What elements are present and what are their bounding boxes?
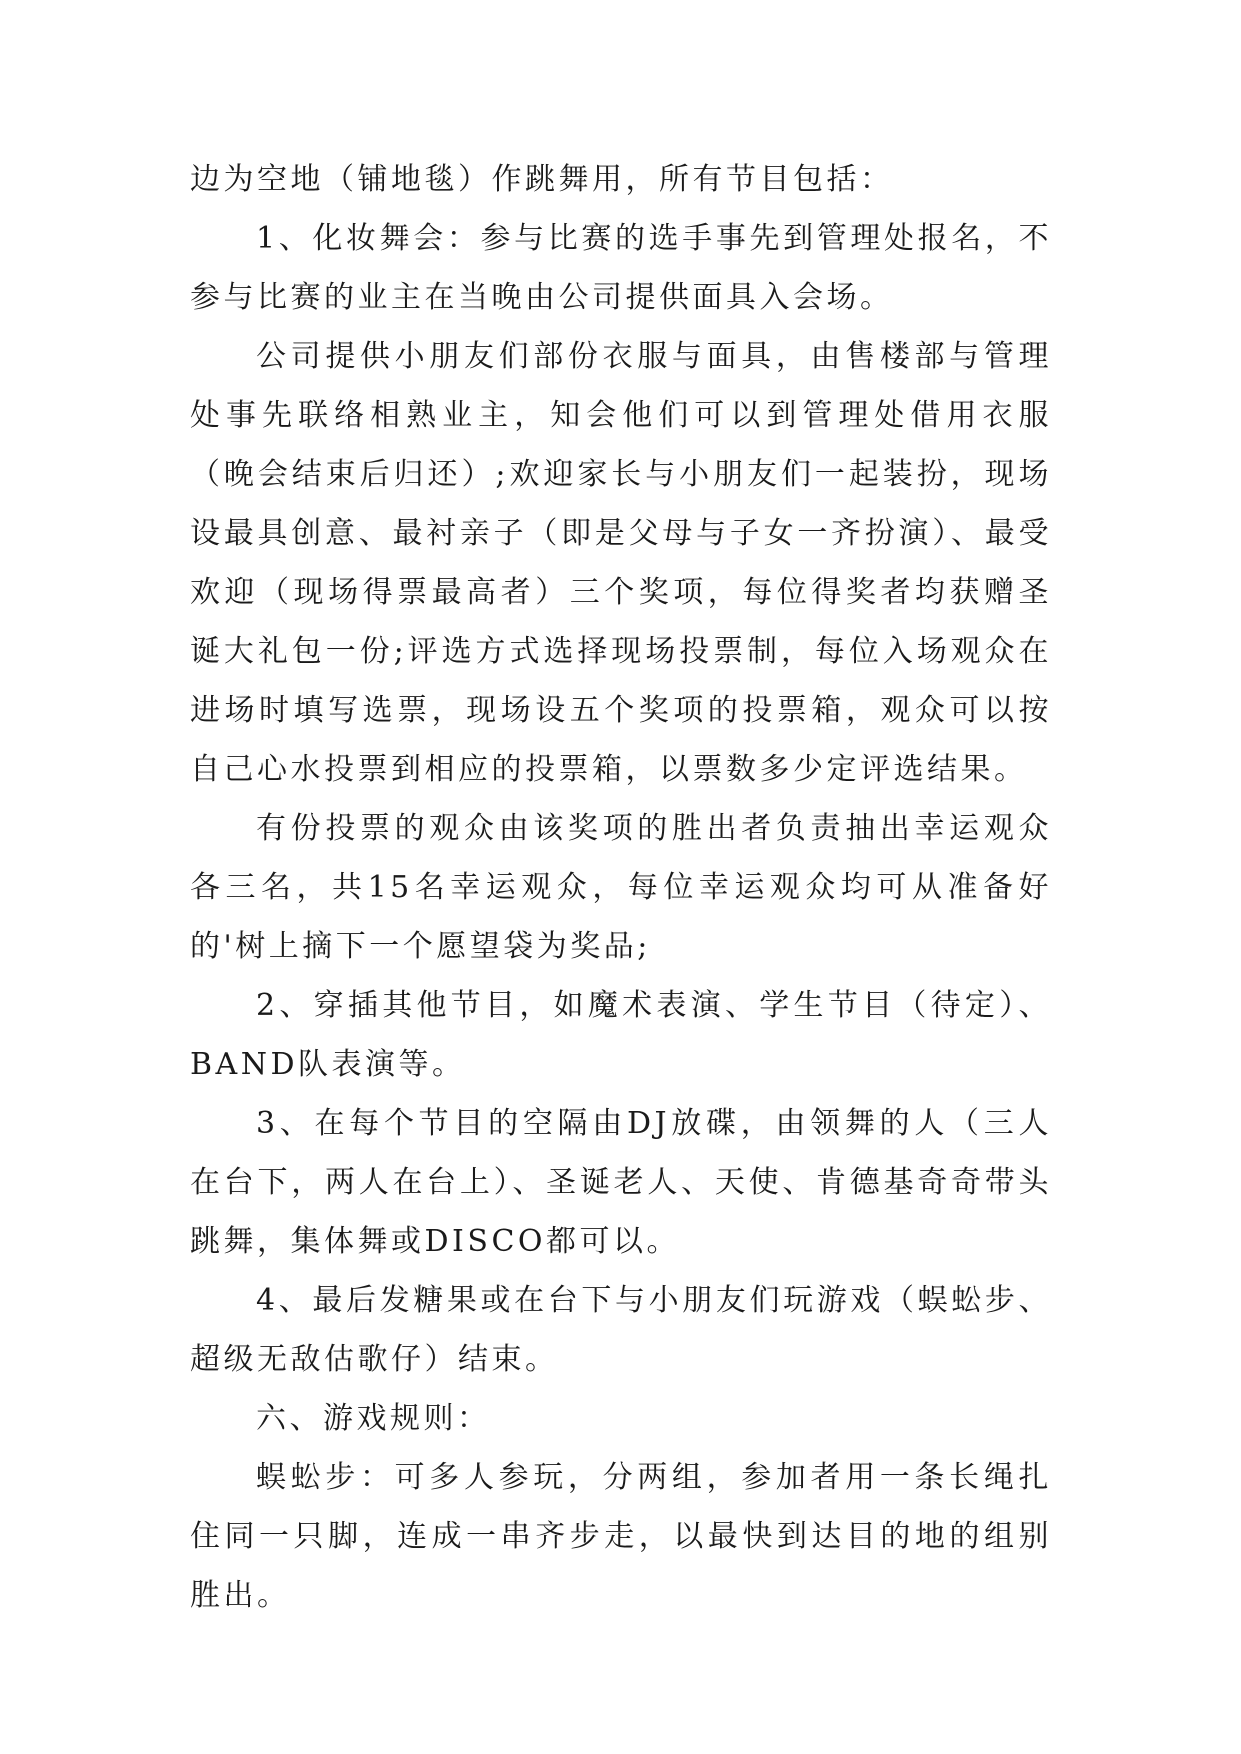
paragraph-intro: 边为空地（铺地毯）作跳舞用，所有节目包括： bbox=[190, 162, 894, 197]
section-heading-game-rules: 六、游戏规则： bbox=[256, 1401, 491, 1436]
paragraph-dj-dance: 3、在每个节目的空隔由DJ放碟，由领舞的人（三人在台下，两人在台上）、圣诞老人、天使、肯德基奇奇带头跳舞，集体舞或DISCO都可以。 bbox=[190, 1106, 1052, 1259]
paragraph-costumes: 公司提供小朋友们部份衣服与面具，由售楼部与管理处事先联络相熟业主，知会他们可以到管理处借用衣服（晚会结束后归还）;欢迎家长与小朋友们一起装扮，现场设最具创意、最衬亲子（即是父母与子女一齐扮演）、最受欢迎（现场得票最高者）三个奖项，每位得奖者均获赠圣诞大礼包一份;评选方式选择现场投票制，每位入场观众在进场时填写选票，现场设五个奖项的投票箱，观众可以按自己心水投票到相应的投票箱，以票数多少定评选结果。 bbox=[190, 339, 1052, 787]
paragraph-other-programs: 2、穿插其他节目，如魔术表演、学生节目（待定）、BAND队表演等。 bbox=[190, 988, 1052, 1082]
paragraph-centipede-game: 蜈蚣步：可多人参玩，分两组，参加者用一条长绳扎住同一只脚，连成一串齐步走，以最快到达目的地的组别胜出。 bbox=[190, 1460, 1052, 1613]
paragraph-lucky-draw: 有份投票的观众由该奖项的胜出者负责抽出幸运观众各三名，共15名幸运观众，每位幸运观众均可从准备好的'树上摘下一个愿望袋为奖品; bbox=[190, 811, 1052, 964]
body-text bbox=[190, 150, 1052, 1625]
paragraph-ending: 4、最后发糖果或在台下与小朋友们玩游戏（蜈蚣步、超级无敌估歌仔）结束。 bbox=[190, 1283, 1052, 1377]
paragraph-masquerade: 1、化妆舞会：参与比赛的选手事先到管理处报名，不参与比赛的业主在当晚由公司提供面具入会场。 bbox=[190, 221, 1052, 315]
